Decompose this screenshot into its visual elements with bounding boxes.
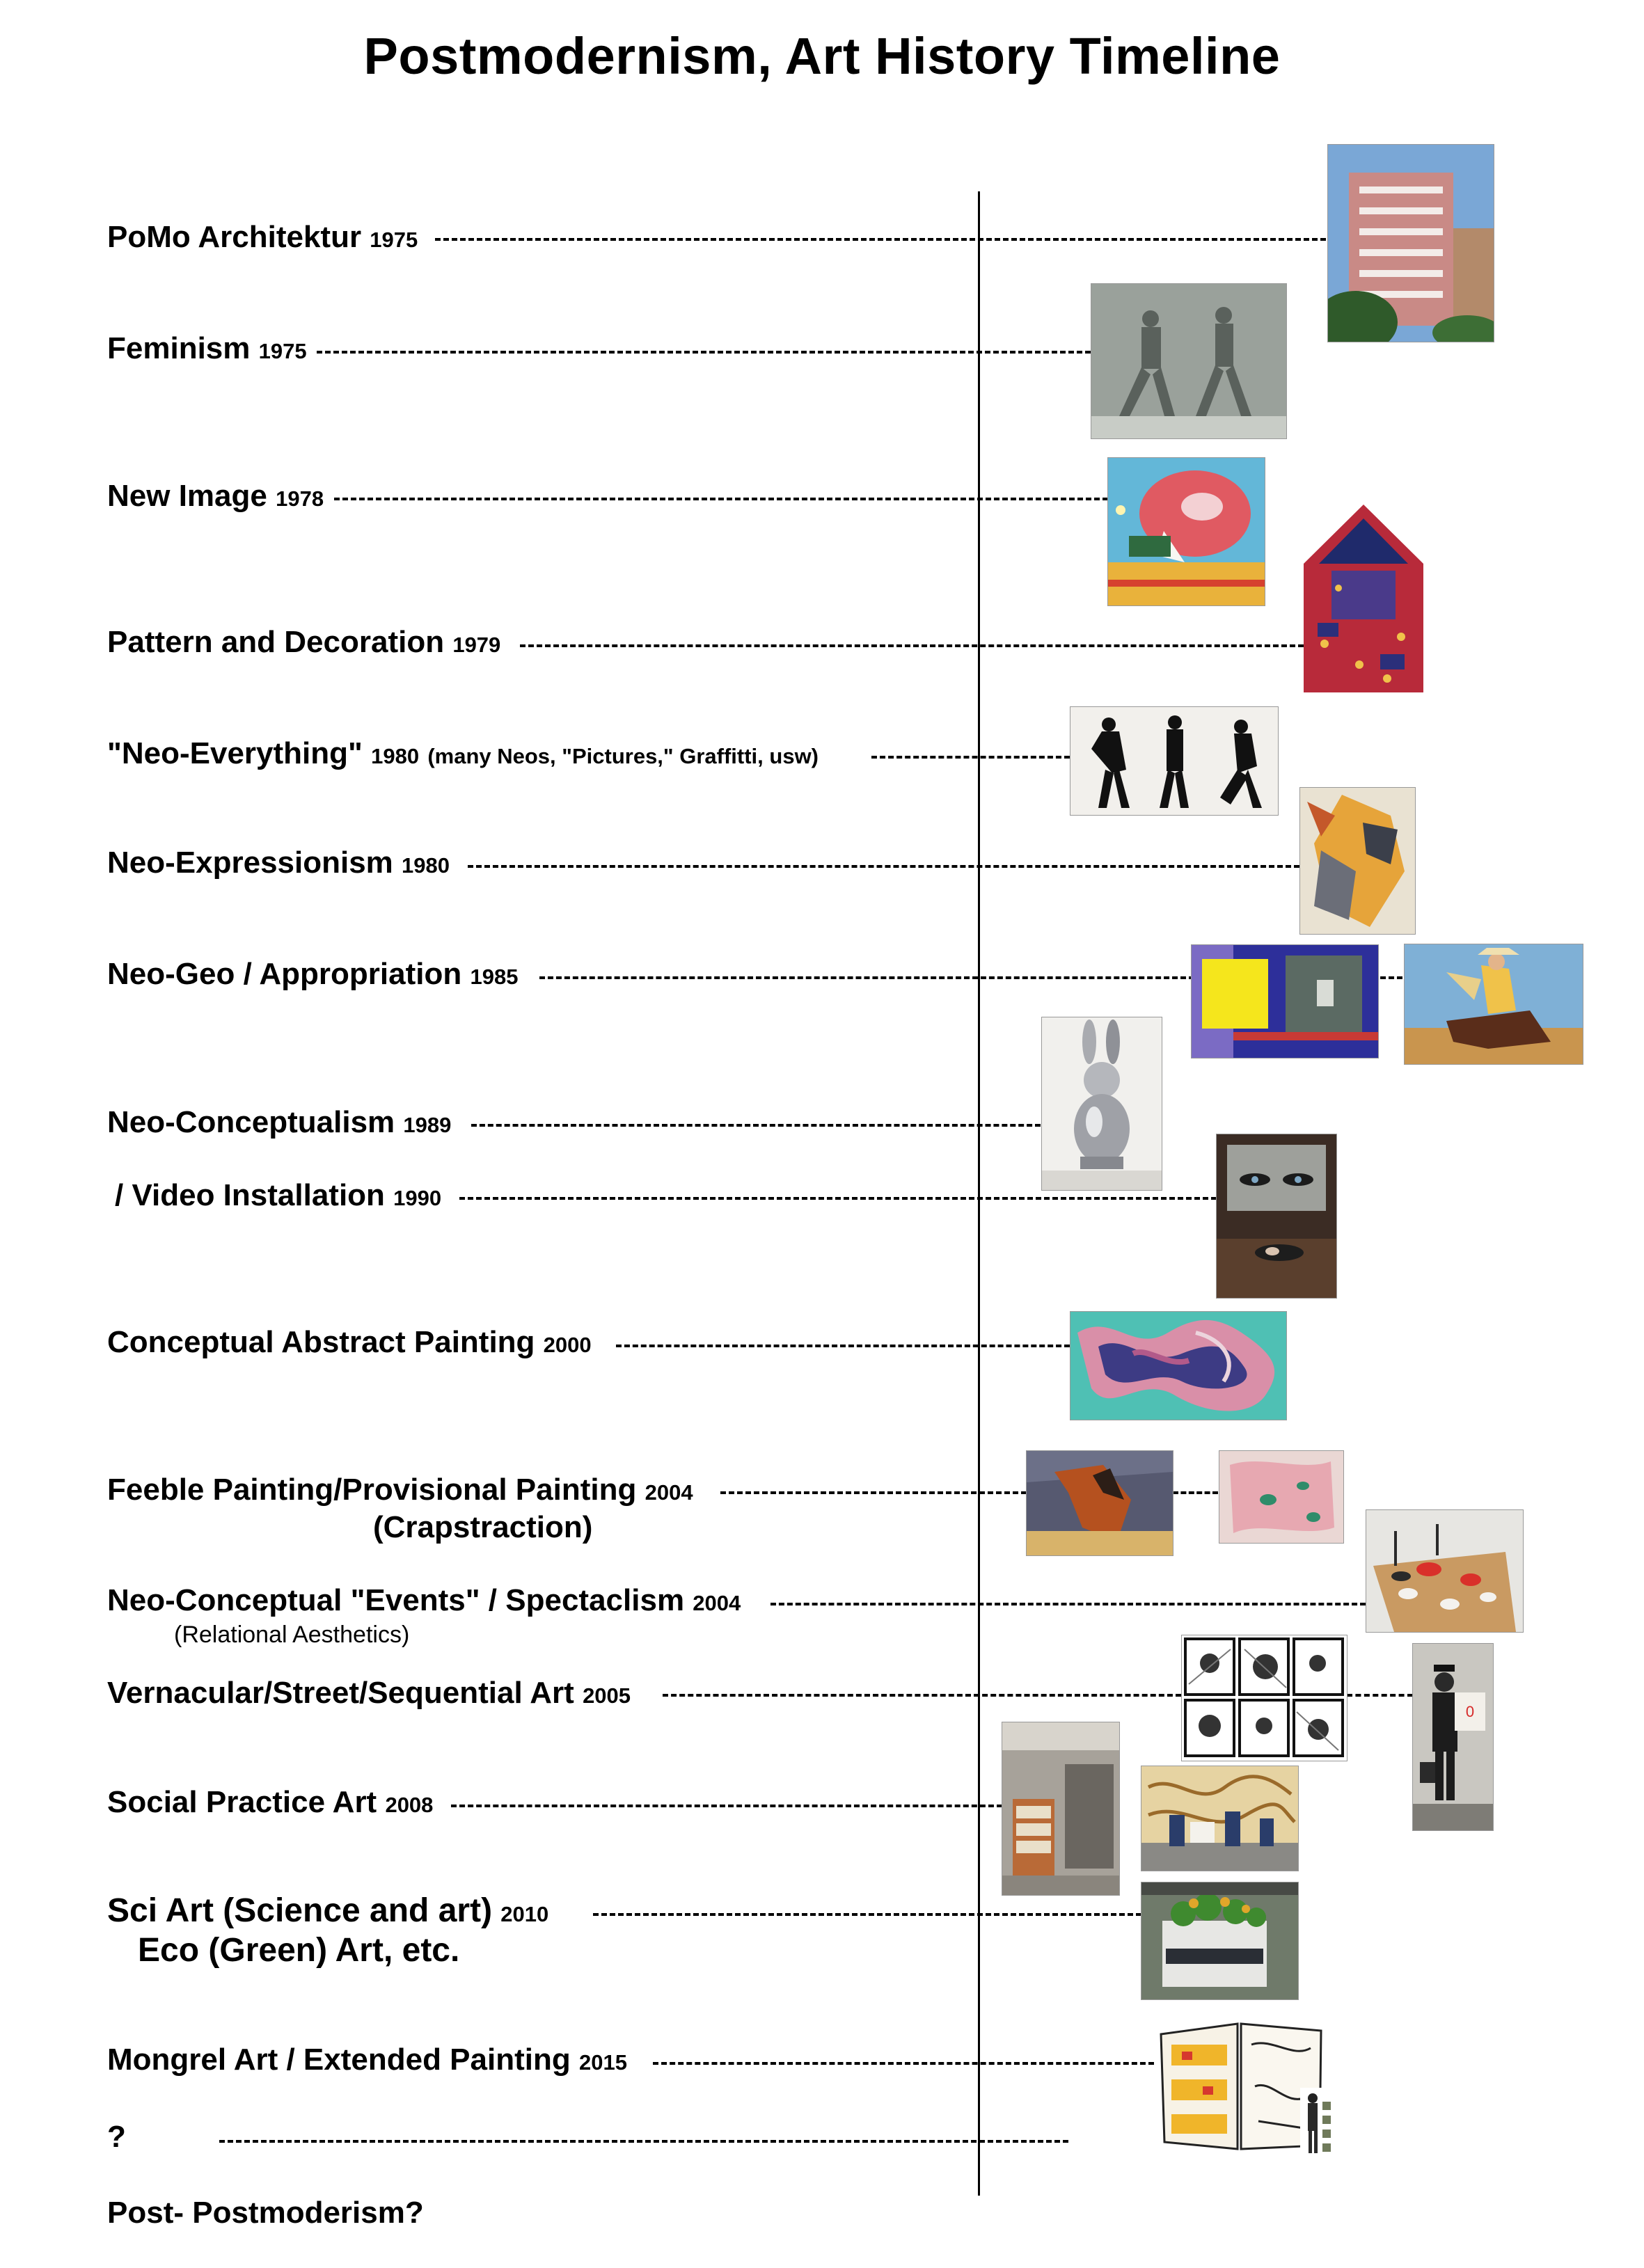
entry-neo-geo-appropriation xyxy=(107,957,518,992)
artwork-thumbnail xyxy=(1217,1134,1336,1298)
dash-connector xyxy=(468,865,1299,868)
artwork-thumbnail xyxy=(1413,1644,1493,1830)
artwork-thumbnail xyxy=(1300,788,1415,934)
entry-year: 2000 xyxy=(543,1333,592,1357)
artwork-thumbnail xyxy=(1002,1722,1119,1895)
entry-conceptual-abstract-painting xyxy=(107,1325,592,1360)
entry-year: 2010 xyxy=(500,1902,549,1926)
entry-label: Social Practice Art xyxy=(107,1785,377,1819)
entry-label: Neo-Geo / Appropriation xyxy=(107,957,462,991)
entry-vernacular-street-sequential xyxy=(107,1676,631,1711)
entry-year: 2008 xyxy=(385,1793,434,1817)
entry-neo-conceptual-events xyxy=(107,1583,741,1618)
entry-mongrel-art xyxy=(107,2043,627,2077)
entry-neo-conceptualism xyxy=(107,1105,451,1140)
dash-connector xyxy=(1347,1694,1413,1697)
entry-year: 1975 xyxy=(370,228,418,252)
entry-feeble-painting xyxy=(107,1473,693,1507)
dash-connector xyxy=(435,238,1326,241)
entry-year: 1990 xyxy=(393,1186,442,1210)
artwork-thumbnail xyxy=(1300,2088,1335,2156)
artwork-thumbnail xyxy=(1070,707,1278,815)
entry-label: Neo-Conceptual "Events" / Spectaclism xyxy=(107,1583,685,1617)
dash-connector xyxy=(616,1345,1070,1347)
entry-feminism xyxy=(107,331,307,366)
entry-question xyxy=(107,2120,126,2155)
entry-label: Mongrel Art / Extended Painting xyxy=(107,2043,571,2077)
artwork-thumbnail xyxy=(1366,1510,1523,1632)
timeline-axis xyxy=(978,191,980,2196)
svg-text:0: 0 xyxy=(1465,1703,1475,1720)
entry-label: Feeble Painting/Provisional Painting xyxy=(107,1473,637,1507)
entry-subtitle: (Relational Aesthetics) xyxy=(174,1621,410,1648)
artwork-thumbnail xyxy=(1141,1766,1298,1871)
entry-neo-everything xyxy=(107,736,819,771)
entry-neo-expressionism xyxy=(107,846,450,880)
entry-new-image xyxy=(107,479,324,514)
dash-connector xyxy=(459,1197,1217,1200)
entry-label: / Video Installation xyxy=(115,1178,385,1212)
entry-label: Post- Postmoderism? xyxy=(107,2196,424,2230)
entry-year: 2015 xyxy=(578,2050,627,2075)
dash-connector xyxy=(593,1913,1141,1916)
dash-connector xyxy=(720,1491,1027,1494)
artwork-thumbnail xyxy=(1027,1451,1173,1555)
artwork-thumbnail xyxy=(1070,1312,1286,1420)
entry-year: 1975 xyxy=(258,339,307,363)
entry-post-postmodernism xyxy=(107,2196,424,2230)
dash-connector xyxy=(520,644,1304,647)
entry-year: 2004 xyxy=(693,1591,741,1615)
entry-label: Conceptual Abstract Painting xyxy=(107,1325,535,1359)
dash-connector xyxy=(653,2062,1154,2065)
entry-label: Neo-Conceptualism xyxy=(107,1105,395,1139)
dash-connector xyxy=(219,2140,1068,2143)
artwork-thumbnail xyxy=(1405,944,1583,1064)
entry-label: New Image xyxy=(107,479,267,513)
entry-label: "Neo-Everything" xyxy=(107,736,363,770)
entry-label: PoMo Architektur xyxy=(107,220,362,254)
entry-year: 1985 xyxy=(470,965,519,989)
artwork-thumbnail xyxy=(1108,458,1265,605)
entry-pattern-decoration xyxy=(107,625,500,660)
entry-note: (many Neos, "Pictures," Graffitti, usw) xyxy=(427,744,819,768)
artwork-thumbnail xyxy=(1328,145,1494,342)
dash-connector xyxy=(871,756,1070,759)
artwork-thumbnail xyxy=(1042,1017,1162,1190)
entry-label: Sci Art (Science and art) xyxy=(107,1892,493,1929)
entry-sci-art xyxy=(107,1892,548,1930)
entry-year: 2004 xyxy=(645,1480,693,1505)
entry-subtitle: Eco (Green) Art, etc. xyxy=(138,1932,460,1969)
dash-connector xyxy=(451,1805,1002,1807)
artwork-thumbnail xyxy=(1182,1635,1347,1761)
entry-label: Feminism xyxy=(107,331,251,365)
dash-connector xyxy=(471,1124,1041,1127)
entry-year: 1978 xyxy=(276,486,324,511)
dash-connector xyxy=(317,351,1091,354)
entry-year: 1980 xyxy=(402,853,450,878)
entry-label: ? xyxy=(107,2120,126,2154)
entry-video-installation xyxy=(115,1178,441,1213)
entry-year: 1989 xyxy=(403,1113,452,1137)
entry-year: 1979 xyxy=(452,633,501,657)
entry-social-practice xyxy=(107,1785,433,1820)
dash-connector xyxy=(1173,1491,1218,1494)
artwork-thumbnail xyxy=(1091,284,1286,438)
artwork-thumbnail xyxy=(1219,1451,1343,1543)
page-title: Postmodernism, Art History Timeline xyxy=(363,27,1281,85)
entry-label: Neo-Expressionism xyxy=(107,846,393,880)
artwork-thumbnail xyxy=(1304,505,1423,692)
entry-label: Vernacular/Street/Sequential Art xyxy=(107,1676,574,1710)
entry-label: Pattern and Decoration xyxy=(107,625,445,659)
entry-year: 1980 xyxy=(371,744,420,768)
artwork-thumbnail xyxy=(1141,1882,1298,1999)
dash-connector xyxy=(663,1694,1181,1697)
dash-connector xyxy=(770,1603,1366,1605)
entry-subtitle: (Crapstraction) xyxy=(373,1510,593,1544)
dash-connector xyxy=(334,498,1108,500)
artwork-thumbnail xyxy=(1192,945,1378,1058)
entry-pomo-architektur xyxy=(107,220,418,255)
entry-year: 2005 xyxy=(583,1683,631,1708)
